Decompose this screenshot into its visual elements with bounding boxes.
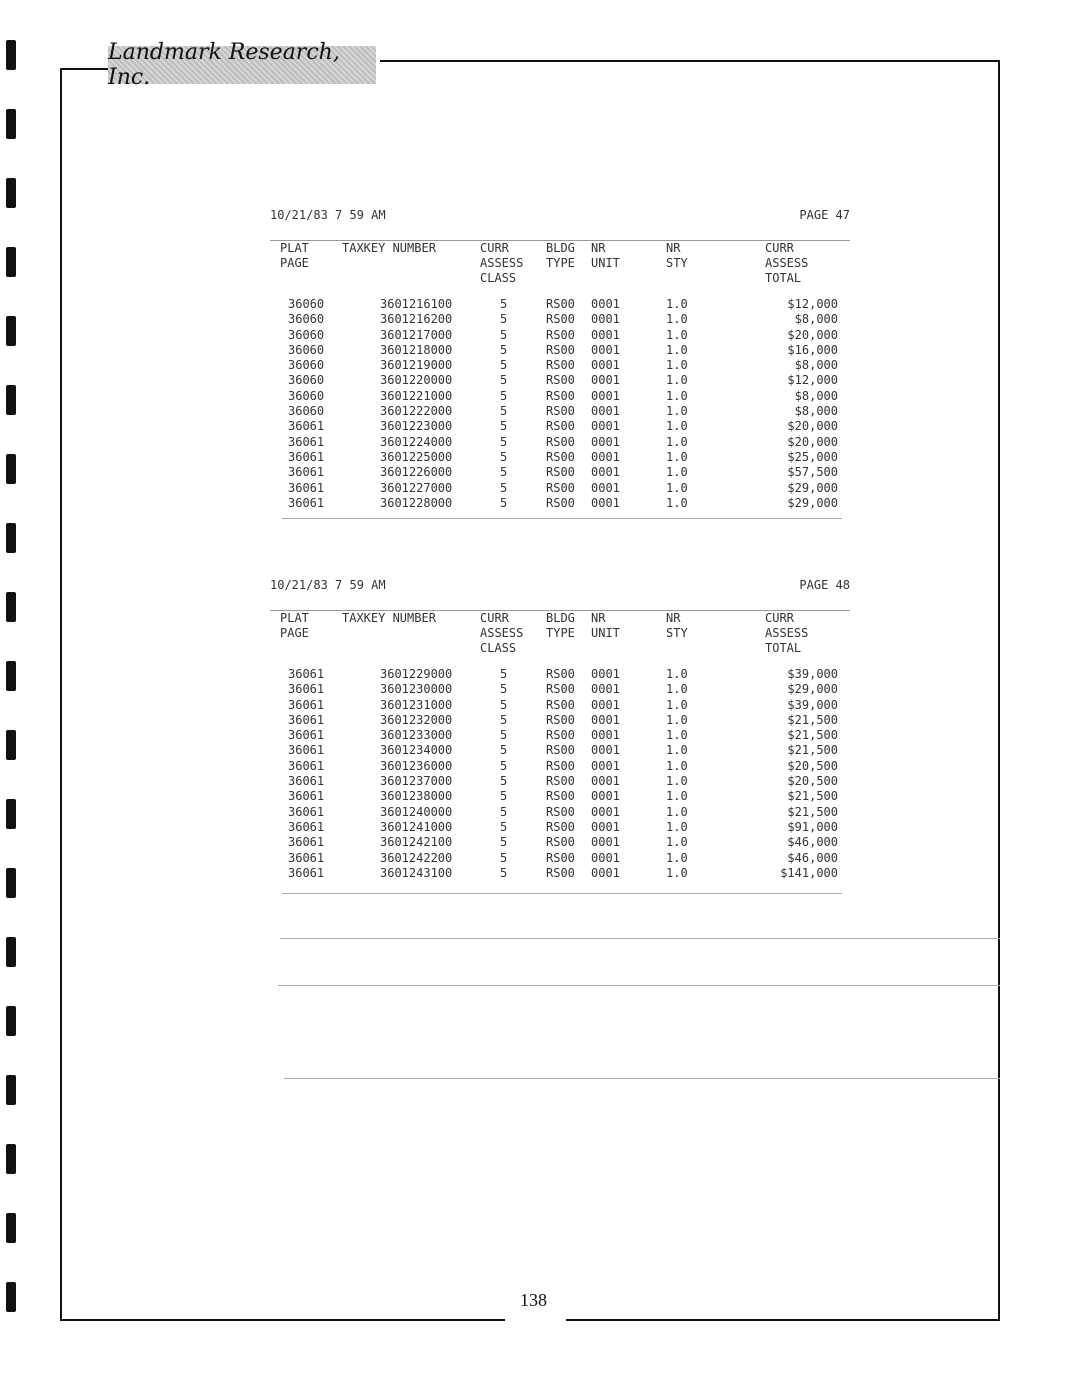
cell-curr-class: 5 — [500, 835, 508, 850]
table-row — [270, 435, 850, 450]
table-row — [270, 419, 850, 434]
cell-plat-page: 36061 — [288, 465, 325, 480]
table-row — [270, 728, 850, 743]
cell-bldg-type: RS00 — [546, 449, 575, 464]
binder-holes — [0, 30, 20, 1360]
cell-nr-unit: 0001 — [591, 835, 620, 850]
binder-hole — [6, 247, 16, 277]
cell-nr-unit: 0001 — [591, 297, 620, 311]
cell-curr-total: $8,000 — [794, 312, 838, 327]
cell-bldg-type: RS00 — [546, 819, 575, 834]
cell-nr-sty: 1.0 — [666, 404, 688, 419]
frame-border-right — [998, 60, 1000, 1320]
cell-nr-sty: 1.0 — [666, 865, 688, 880]
cell-nr-unit: 0001 — [591, 865, 620, 880]
cell-nr-unit: 0001 — [591, 667, 620, 681]
cell-curr-total: $29,000 — [787, 682, 838, 697]
cell-curr-class: 5 — [500, 667, 508, 681]
report-page-label: PAGE 47 — [799, 208, 850, 222]
col-nr-sty: NR STY — [666, 241, 688, 270]
cell-nr-sty: 1.0 — [666, 697, 688, 712]
cell-nr-sty: 1.0 — [666, 312, 688, 327]
col-taxkey: TAXKEY NUMBER — [342, 611, 436, 625]
cell-bldg-type: RS00 — [546, 419, 575, 434]
cell-curr-class: 5 — [500, 388, 508, 403]
cell-curr-class: 5 — [500, 434, 508, 449]
cell-taxkey: 3601229000 — [380, 667, 453, 681]
cell-curr-total: $8,000 — [794, 404, 838, 419]
cell-plat-page: 36061 — [288, 449, 325, 464]
table-row — [270, 343, 850, 358]
cell-taxkey: 3601236000 — [380, 758, 453, 773]
cell-taxkey: 3601240000 — [380, 804, 453, 819]
cell-plat-page: 36061 — [288, 743, 325, 758]
frame-border-top-right — [380, 60, 1000, 62]
cell-bldg-type: RS00 — [546, 835, 575, 850]
cell-plat-page: 36061 — [288, 697, 325, 712]
col-curr-class: CURR ASSESS CLASS — [480, 241, 524, 285]
cell-curr-total: $46,000 — [787, 850, 838, 865]
cell-nr-sty: 1.0 — [666, 449, 688, 464]
cell-nr-sty: 1.0 — [666, 712, 688, 727]
cell-curr-total: $21,500 — [787, 789, 838, 804]
cell-taxkey: 3601221000 — [380, 388, 453, 403]
cell-curr-class: 5 — [500, 682, 508, 697]
cell-bldg-type: RS00 — [546, 667, 575, 681]
cell-bldg-type: RS00 — [546, 495, 575, 510]
cell-bldg-type: RS00 — [546, 865, 575, 880]
divider-rule — [280, 938, 1000, 939]
divider-rule — [284, 1078, 1000, 1079]
cell-taxkey: 3601217000 — [380, 327, 453, 342]
cell-nr-sty: 1.0 — [666, 789, 688, 804]
cell-bldg-type: RS00 — [546, 758, 575, 773]
report-page-label: PAGE 48 — [799, 578, 850, 592]
cell-taxkey: 3601220000 — [380, 373, 453, 388]
binder-hole — [6, 454, 16, 484]
cell-bldg-type: RS00 — [546, 774, 575, 789]
cell-nr-sty: 1.0 — [666, 388, 688, 403]
cell-taxkey: 3601218000 — [380, 342, 453, 357]
cell-nr-sty: 1.0 — [666, 297, 688, 311]
cell-bldg-type: RS00 — [546, 789, 575, 804]
cell-plat-page: 36061 — [288, 774, 325, 789]
cell-nr-sty: 1.0 — [666, 373, 688, 388]
table-row — [270, 481, 850, 496]
binder-hole — [6, 40, 16, 70]
cell-nr-unit: 0001 — [591, 819, 620, 834]
cell-nr-sty: 1.0 — [666, 804, 688, 819]
col-curr-class: CURR ASSESS CLASS — [480, 611, 524, 655]
report-page-48 — [270, 578, 850, 881]
binder-hole — [6, 661, 16, 691]
cell-nr-unit: 0001 — [591, 804, 620, 819]
cell-nr-sty: 1.0 — [666, 342, 688, 357]
cell-curr-total: $21,500 — [787, 728, 838, 743]
cell-plat-page: 36060 — [288, 404, 325, 419]
table-row — [270, 450, 850, 465]
report-rows — [270, 667, 850, 881]
cell-curr-total: $20,000 — [787, 419, 838, 434]
cell-curr-class: 5 — [500, 758, 508, 773]
page-number: 138 — [520, 1290, 547, 1310]
divider-rule — [282, 518, 842, 519]
cell-plat-page: 36060 — [288, 312, 325, 327]
report-rows — [270, 297, 850, 511]
cell-taxkey: 3601226000 — [380, 465, 453, 480]
table-row — [270, 835, 850, 850]
cell-plat-page: 36061 — [288, 682, 325, 697]
binder-hole — [6, 109, 16, 139]
cell-plat-page: 36061 — [288, 712, 325, 727]
cell-plat-page: 36061 — [288, 789, 325, 804]
cell-nr-sty: 1.0 — [666, 434, 688, 449]
table-row — [270, 373, 850, 388]
cell-bldg-type: RS00 — [546, 312, 575, 327]
cell-bldg-type: RS00 — [546, 358, 575, 373]
col-bldg-type: BLDG TYPE — [546, 241, 575, 270]
cell-bldg-type: RS00 — [546, 850, 575, 865]
cell-curr-class: 5 — [500, 774, 508, 789]
binder-hole — [6, 1144, 16, 1174]
cell-nr-sty: 1.0 — [666, 667, 688, 681]
cell-curr-total: $91,000 — [787, 819, 838, 834]
cell-curr-class: 5 — [500, 728, 508, 743]
cell-taxkey: 3601231000 — [380, 697, 453, 712]
cell-nr-sty: 1.0 — [666, 728, 688, 743]
cell-curr-class: 5 — [500, 743, 508, 758]
cell-bldg-type: RS00 — [546, 434, 575, 449]
cell-curr-class: 5 — [500, 358, 508, 373]
cell-curr-class: 5 — [500, 712, 508, 727]
cell-curr-total: $46,000 — [787, 835, 838, 850]
frame-border-bottom-left — [60, 1319, 505, 1321]
binder-hole — [6, 1282, 16, 1312]
cell-plat-page: 36060 — [288, 388, 325, 403]
table-row — [270, 328, 850, 343]
cell-nr-sty: 1.0 — [666, 495, 688, 510]
cell-nr-unit: 0001 — [591, 495, 620, 510]
cell-taxkey: 3601243100 — [380, 865, 453, 880]
col-taxkey: TAXKEY NUMBER — [342, 241, 436, 255]
cell-nr-unit: 0001 — [591, 342, 620, 357]
cell-nr-unit: 0001 — [591, 789, 620, 804]
table-row — [270, 389, 850, 404]
cell-nr-unit: 0001 — [591, 312, 620, 327]
cell-nr-sty: 1.0 — [666, 743, 688, 758]
cell-curr-class: 5 — [500, 312, 508, 327]
binder-hole — [6, 937, 16, 967]
table-row — [270, 404, 850, 419]
cell-curr-total: $21,500 — [787, 804, 838, 819]
cell-curr-class: 5 — [500, 373, 508, 388]
cell-bldg-type: RS00 — [546, 373, 575, 388]
cell-bldg-type: RS00 — [546, 480, 575, 495]
cell-nr-sty: 1.0 — [666, 819, 688, 834]
cell-nr-sty: 1.0 — [666, 419, 688, 434]
cell-curr-class: 5 — [500, 495, 508, 510]
cell-bldg-type: RS00 — [546, 682, 575, 697]
cell-taxkey: 3601223000 — [380, 419, 453, 434]
company-name: Landmark Research, Inc. — [108, 40, 340, 90]
cell-curr-class: 5 — [500, 327, 508, 342]
frame-border-left — [60, 68, 62, 1320]
cell-curr-class: 5 — [500, 819, 508, 834]
col-curr-total: CURR ASSESS TOTAL — [765, 611, 809, 655]
cell-bldg-type: RS00 — [546, 712, 575, 727]
cell-curr-class: 5 — [500, 480, 508, 495]
cell-nr-unit: 0001 — [591, 743, 620, 758]
cell-taxkey: 3601234000 — [380, 743, 453, 758]
cell-plat-page: 36061 — [288, 419, 325, 434]
cell-curr-total: $12,000 — [787, 373, 838, 388]
cell-nr-unit: 0001 — [591, 712, 620, 727]
column-headers — [270, 610, 850, 659]
report-date-time: 10/21/83 7 59 AM — [270, 578, 386, 592]
binder-hole — [6, 1213, 16, 1243]
binder-hole — [6, 799, 16, 829]
cell-plat-page: 36061 — [288, 480, 325, 495]
cell-nr-unit: 0001 — [591, 465, 620, 480]
cell-curr-class: 5 — [500, 865, 508, 880]
binder-hole — [6, 523, 16, 553]
table-row — [270, 358, 850, 373]
table-row — [270, 713, 850, 728]
cell-taxkey: 3601232000 — [380, 712, 453, 727]
binder-hole — [6, 385, 16, 415]
cell-curr-total: $29,000 — [787, 480, 838, 495]
table-row — [270, 743, 850, 758]
table-row — [270, 667, 850, 682]
cell-nr-unit: 0001 — [591, 774, 620, 789]
cell-nr-unit: 0001 — [591, 697, 620, 712]
cell-bldg-type: RS00 — [546, 465, 575, 480]
cell-nr-unit: 0001 — [591, 404, 620, 419]
cell-plat-page: 36060 — [288, 327, 325, 342]
table-row — [270, 496, 850, 511]
cell-taxkey: 3601224000 — [380, 434, 453, 449]
divider-rule — [282, 893, 842, 894]
cell-nr-unit: 0001 — [591, 850, 620, 865]
cell-curr-total: $39,000 — [787, 667, 838, 681]
report-page-47 — [270, 208, 850, 511]
table-row — [270, 805, 850, 820]
table-row — [270, 312, 850, 327]
table-row — [270, 682, 850, 697]
cell-bldg-type: RS00 — [546, 342, 575, 357]
cell-nr-unit: 0001 — [591, 449, 620, 464]
col-nr-unit: NR UNIT — [591, 241, 620, 270]
cell-curr-total: $141,000 — [780, 865, 838, 880]
cell-plat-page: 36061 — [288, 865, 325, 880]
cell-curr-total: $20,500 — [787, 758, 838, 773]
frame-border-bottom-right — [566, 1319, 1000, 1321]
cell-nr-unit: 0001 — [591, 327, 620, 342]
cell-curr-total: $57,500 — [787, 465, 838, 480]
cell-bldg-type: RS00 — [546, 697, 575, 712]
table-row — [270, 465, 850, 480]
cell-bldg-type: RS00 — [546, 388, 575, 403]
cell-curr-class: 5 — [500, 449, 508, 464]
cell-nr-unit: 0001 — [591, 728, 620, 743]
col-plat-page: PLAT PAGE — [280, 611, 309, 640]
cell-plat-page: 36061 — [288, 819, 325, 834]
cell-curr-total: $12,000 — [787, 297, 838, 311]
table-row — [270, 820, 850, 835]
divider-rule — [278, 985, 1000, 986]
cell-nr-sty: 1.0 — [666, 835, 688, 850]
cell-nr-sty: 1.0 — [666, 850, 688, 865]
cell-taxkey: 3601227000 — [380, 480, 453, 495]
cell-taxkey: 3601222000 — [380, 404, 453, 419]
cell-taxkey: 3601228000 — [380, 495, 453, 510]
table-row — [270, 297, 850, 312]
cell-plat-page: 36060 — [288, 358, 325, 373]
cell-plat-page: 36061 — [288, 495, 325, 510]
cell-plat-page: 36060 — [288, 297, 325, 311]
cell-plat-page: 36060 — [288, 342, 325, 357]
cell-curr-class: 5 — [500, 404, 508, 419]
cell-plat-page: 36061 — [288, 728, 325, 743]
cell-taxkey: 3601241000 — [380, 819, 453, 834]
table-row — [270, 698, 850, 713]
cell-bldg-type: RS00 — [546, 743, 575, 758]
binder-hole — [6, 178, 16, 208]
binder-hole — [6, 592, 16, 622]
cell-curr-class: 5 — [500, 789, 508, 804]
cell-taxkey: 3601216100 — [380, 297, 453, 311]
cell-plat-page: 36061 — [288, 804, 325, 819]
binder-hole — [6, 316, 16, 346]
col-bldg-type: BLDG TYPE — [546, 611, 575, 640]
cell-taxkey: 3601216200 — [380, 312, 453, 327]
table-row — [270, 866, 850, 881]
cell-taxkey: 3601242200 — [380, 850, 453, 865]
cell-nr-unit: 0001 — [591, 388, 620, 403]
cell-curr-class: 5 — [500, 697, 508, 712]
column-headers — [270, 240, 850, 289]
cell-curr-class: 5 — [500, 850, 508, 865]
frame-border-top-left — [60, 68, 110, 70]
cell-nr-sty: 1.0 — [666, 465, 688, 480]
col-nr-unit: NR UNIT — [591, 611, 620, 640]
cell-curr-total: $20,500 — [787, 774, 838, 789]
table-row — [270, 774, 850, 789]
cell-curr-class: 5 — [500, 465, 508, 480]
cell-curr-total: $39,000 — [787, 697, 838, 712]
cell-curr-class: 5 — [500, 804, 508, 819]
cell-bldg-type: RS00 — [546, 804, 575, 819]
cell-curr-class: 5 — [500, 342, 508, 357]
cell-nr-unit: 0001 — [591, 373, 620, 388]
cell-taxkey: 3601238000 — [380, 789, 453, 804]
table-row — [270, 789, 850, 804]
cell-curr-total: $21,500 — [787, 743, 838, 758]
cell-nr-sty: 1.0 — [666, 682, 688, 697]
cell-nr-unit: 0001 — [591, 480, 620, 495]
table-row — [270, 759, 850, 774]
cell-curr-total: $21,500 — [787, 712, 838, 727]
cell-taxkey: 3601233000 — [380, 728, 453, 743]
cell-nr-sty: 1.0 — [666, 327, 688, 342]
report-date-time: 10/21/83 7 59 AM — [270, 208, 386, 222]
cell-bldg-type: RS00 — [546, 728, 575, 743]
cell-plat-page: 36061 — [288, 850, 325, 865]
cell-bldg-type: RS00 — [546, 327, 575, 342]
cell-curr-total: $25,000 — [787, 449, 838, 464]
cell-curr-class: 5 — [500, 297, 508, 311]
cell-bldg-type: RS00 — [546, 404, 575, 419]
cell-curr-total: $29,000 — [787, 495, 838, 510]
cell-plat-page: 36061 — [288, 758, 325, 773]
cell-curr-total: $20,000 — [787, 434, 838, 449]
cell-bldg-type: RS00 — [546, 297, 575, 311]
cell-curr-total: $20,000 — [787, 327, 838, 342]
cell-curr-total: $8,000 — [794, 388, 838, 403]
cell-curr-total: $16,000 — [787, 342, 838, 357]
binder-hole — [6, 730, 16, 760]
col-plat-page: PLAT PAGE — [280, 241, 309, 270]
cell-plat-page: 36060 — [288, 373, 325, 388]
binder-hole — [6, 1075, 16, 1105]
cell-nr-unit: 0001 — [591, 758, 620, 773]
cell-nr-unit: 0001 — [591, 434, 620, 449]
cell-nr-unit: 0001 — [591, 419, 620, 434]
cell-taxkey: 3601230000 — [380, 682, 453, 697]
cell-taxkey: 3601237000 — [380, 774, 453, 789]
cell-nr-sty: 1.0 — [666, 358, 688, 373]
cell-curr-total: $8,000 — [794, 358, 838, 373]
cell-plat-page: 36061 — [288, 835, 325, 850]
cell-nr-unit: 0001 — [591, 358, 620, 373]
binder-hole — [6, 1006, 16, 1036]
cell-nr-sty: 1.0 — [666, 774, 688, 789]
cell-nr-sty: 1.0 — [666, 758, 688, 773]
col-curr-total: CURR ASSESS TOTAL — [765, 241, 809, 285]
binder-hole — [6, 868, 16, 898]
cell-nr-sty: 1.0 — [666, 480, 688, 495]
col-nr-sty: NR STY — [666, 611, 688, 640]
cell-plat-page: 36061 — [288, 667, 325, 681]
company-logo — [108, 40, 376, 90]
cell-taxkey: 3601219000 — [380, 358, 453, 373]
cell-taxkey: 3601242100 — [380, 835, 453, 850]
cell-nr-unit: 0001 — [591, 682, 620, 697]
table-row — [270, 851, 850, 866]
cell-curr-class: 5 — [500, 419, 508, 434]
cell-taxkey: 3601225000 — [380, 449, 453, 464]
cell-plat-page: 36061 — [288, 434, 325, 449]
